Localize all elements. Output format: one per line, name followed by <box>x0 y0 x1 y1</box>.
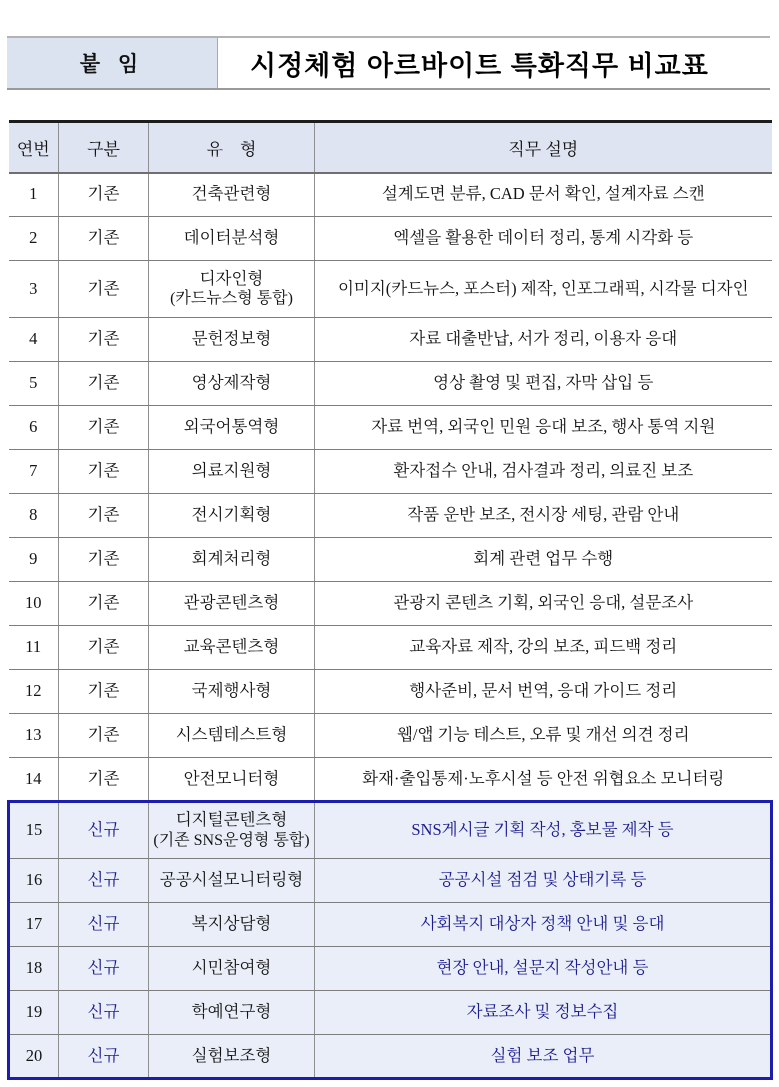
row-number-cell: 4 <box>9 318 59 362</box>
table-header <box>9 122 772 173</box>
row-number-cell: 13 <box>9 714 59 758</box>
type-cell <box>149 670 315 714</box>
category-cell: 기존 <box>59 758 149 802</box>
row-number-cell: 12 <box>9 670 59 714</box>
type-cell <box>149 450 315 494</box>
table-row <box>9 903 772 947</box>
type-main-line: 회계처리형 <box>191 549 272 569</box>
type-cell <box>149 802 315 859</box>
description-cell: 현장 안내, 설문지 작성안내 등 <box>315 947 772 991</box>
row-number-cell: 5 <box>9 362 59 406</box>
row-number-cell: 16 <box>9 859 59 903</box>
table-row <box>9 859 772 903</box>
description-cell: 실험 보조 업무 <box>315 1035 772 1079</box>
category-cell: 기존 <box>59 626 149 670</box>
row-number-cell: 17 <box>9 903 59 947</box>
table-row <box>9 947 772 991</box>
type-main-line: 외국어통역형 <box>183 417 280 437</box>
description-cell: 작품 운반 보조, 전시장 세팅, 관람 안내 <box>315 494 772 538</box>
description-cell: 관광지 콘텐츠 기획, 외국인 응대, 설문조사 <box>315 582 772 626</box>
description-cell: SNS게시글 기획 작성, 홍보물 제작 등 <box>315 802 772 859</box>
table-row <box>9 406 772 450</box>
type-main-line: 의료지원형 <box>191 461 272 481</box>
type-cell <box>149 903 315 947</box>
type-main-line: 디지털콘텐츠형 <box>175 810 288 830</box>
type-main-line: 공공시설모니터링형 <box>159 870 304 890</box>
description-cell: 공공시설 점검 및 상태기록 등 <box>315 859 772 903</box>
type-cell <box>149 494 315 538</box>
col-header-desc: 직무 설명 <box>315 122 772 173</box>
row-number-cell: 10 <box>9 582 59 626</box>
type-main-line: 안전모니터형 <box>183 768 280 788</box>
type-cell <box>149 582 315 626</box>
category-cell: 신규 <box>59 1035 149 1079</box>
category-cell: 신규 <box>59 802 149 859</box>
col-header-category: 구분 <box>59 122 149 173</box>
type-main-line: 복지상담형 <box>191 914 272 934</box>
type-cell <box>149 1035 315 1079</box>
category-cell: 기존 <box>59 670 149 714</box>
table-header-row <box>9 122 772 173</box>
table-row <box>9 494 772 538</box>
job-comparison-table <box>7 120 773 1080</box>
description-cell: 사회복지 대상자 정책 안내 및 응대 <box>315 903 772 947</box>
row-number-cell: 11 <box>9 626 59 670</box>
row-number-cell: 1 <box>9 173 59 217</box>
col-header-type: 유 형 <box>149 122 315 173</box>
type-main-line: 건축관련형 <box>191 184 272 204</box>
category-cell: 신규 <box>59 903 149 947</box>
type-cell <box>149 947 315 991</box>
category-cell: 기존 <box>59 494 149 538</box>
row-number-cell: 8 <box>9 494 59 538</box>
table-row <box>9 991 772 1035</box>
category-cell: 기존 <box>59 714 149 758</box>
table-body <box>9 173 772 1079</box>
description-cell: 자료 번역, 외국인 민원 응대 보조, 행사 통역 지원 <box>315 406 772 450</box>
row-number-cell: 19 <box>9 991 59 1035</box>
table-row <box>9 714 772 758</box>
description-cell: 자료 대출반납, 서가 정리, 이용자 응대 <box>315 318 772 362</box>
type-main-line: 시민참여형 <box>191 958 272 978</box>
type-main-line: 학예연구형 <box>191 1002 272 1022</box>
table-row <box>9 318 772 362</box>
type-cell <box>149 758 315 802</box>
category-cell: 기존 <box>59 450 149 494</box>
table-row <box>9 173 772 217</box>
row-number-cell: 15 <box>9 802 59 859</box>
description-cell: 영상 촬영 및 편집, 자막 삽입 등 <box>315 362 772 406</box>
table-row <box>9 538 772 582</box>
table-row <box>9 450 772 494</box>
page-title: 시정체험 아르바이트 특화직무 비교표 <box>250 50 709 81</box>
type-main-line: 영상제작형 <box>191 373 272 393</box>
category-cell: 신규 <box>59 947 149 991</box>
type-main-line: 데이터분석형 <box>183 228 280 248</box>
type-main-line: 디자인형 <box>199 268 264 288</box>
table-row <box>9 1035 772 1079</box>
description-cell: 회계 관련 업무 수행 <box>315 538 772 582</box>
description-cell: 환자접수 안내, 검사결과 정리, 의료진 보조 <box>315 450 772 494</box>
type-main-line: 전시기획형 <box>191 505 272 525</box>
type-cell <box>149 318 315 362</box>
row-number-cell: 20 <box>9 1035 59 1079</box>
category-cell: 신규 <box>59 991 149 1035</box>
category-cell: 기존 <box>59 406 149 450</box>
type-cell <box>149 362 315 406</box>
description-cell: 엑셀을 활용한 데이터 정리, 통계 시각화 등 <box>315 217 772 261</box>
category-cell: 기존 <box>59 261 149 318</box>
row-number-cell: 7 <box>9 450 59 494</box>
category-cell: 기존 <box>59 538 149 582</box>
description-cell: 웹/앱 기능 테스트, 오류 및 개선 의견 정리 <box>315 714 772 758</box>
table-row <box>9 670 772 714</box>
category-cell: 기존 <box>59 582 149 626</box>
type-cell <box>149 714 315 758</box>
description-cell: 교육자료 제작, 강의 보조, 피드백 정리 <box>315 626 772 670</box>
row-number-cell: 2 <box>9 217 59 261</box>
row-number-cell: 14 <box>9 758 59 802</box>
description-cell: 이미지(카드뉴스, 포스터) 제작, 인포그래픽, 시각물 디자인 <box>315 261 772 318</box>
category-cell: 기존 <box>59 173 149 217</box>
category-cell: 기존 <box>59 217 149 261</box>
description-cell: 화재·출입통제·노후시설 등 안전 위협요소 모니터링 <box>315 758 772 802</box>
type-sub-line: (기존 SNS운영형 통합) <box>153 831 310 849</box>
table-row <box>9 217 772 261</box>
table-row <box>9 582 772 626</box>
col-header-no: 연번 <box>9 122 59 173</box>
type-main-line: 실험보조형 <box>191 1045 272 1065</box>
category-cell: 기존 <box>59 362 149 406</box>
table-row <box>9 626 772 670</box>
table-row <box>9 758 772 802</box>
table-row <box>9 261 772 318</box>
type-cell <box>149 217 315 261</box>
description-cell: 설계도면 분류, CAD 문서 확인, 설계자료 스캔 <box>315 173 772 217</box>
category-cell: 신규 <box>59 859 149 903</box>
type-main-line: 시스템테스트형 <box>175 725 288 745</box>
description-cell: 자료조사 및 정보수집 <box>315 991 772 1035</box>
row-number-cell: 18 <box>9 947 59 991</box>
type-cell <box>149 406 315 450</box>
type-main-line: 관광콘텐츠형 <box>183 593 280 613</box>
row-number-cell: 6 <box>9 406 59 450</box>
type-cell <box>149 859 315 903</box>
type-sub-line: (카드뉴스형 통합) <box>170 290 293 308</box>
row-number-cell: 3 <box>9 261 59 318</box>
type-cell <box>149 626 315 670</box>
row-number-cell: 9 <box>9 538 59 582</box>
attachment-band <box>7 36 770 90</box>
type-main-line: 국제행사형 <box>191 681 272 701</box>
table-row <box>9 802 772 859</box>
type-cell <box>149 538 315 582</box>
type-cell <box>149 173 315 217</box>
category-cell: 기존 <box>59 318 149 362</box>
type-main-line: 교육콘텐츠형 <box>183 637 280 657</box>
description-cell: 행사준비, 문서 번역, 응대 가이드 정리 <box>315 670 772 714</box>
table-row <box>9 362 772 406</box>
type-cell <box>149 991 315 1035</box>
attachment-label: 붙 임 <box>7 38 218 88</box>
type-main-line: 문헌정보형 <box>191 329 272 349</box>
type-cell <box>149 261 315 318</box>
